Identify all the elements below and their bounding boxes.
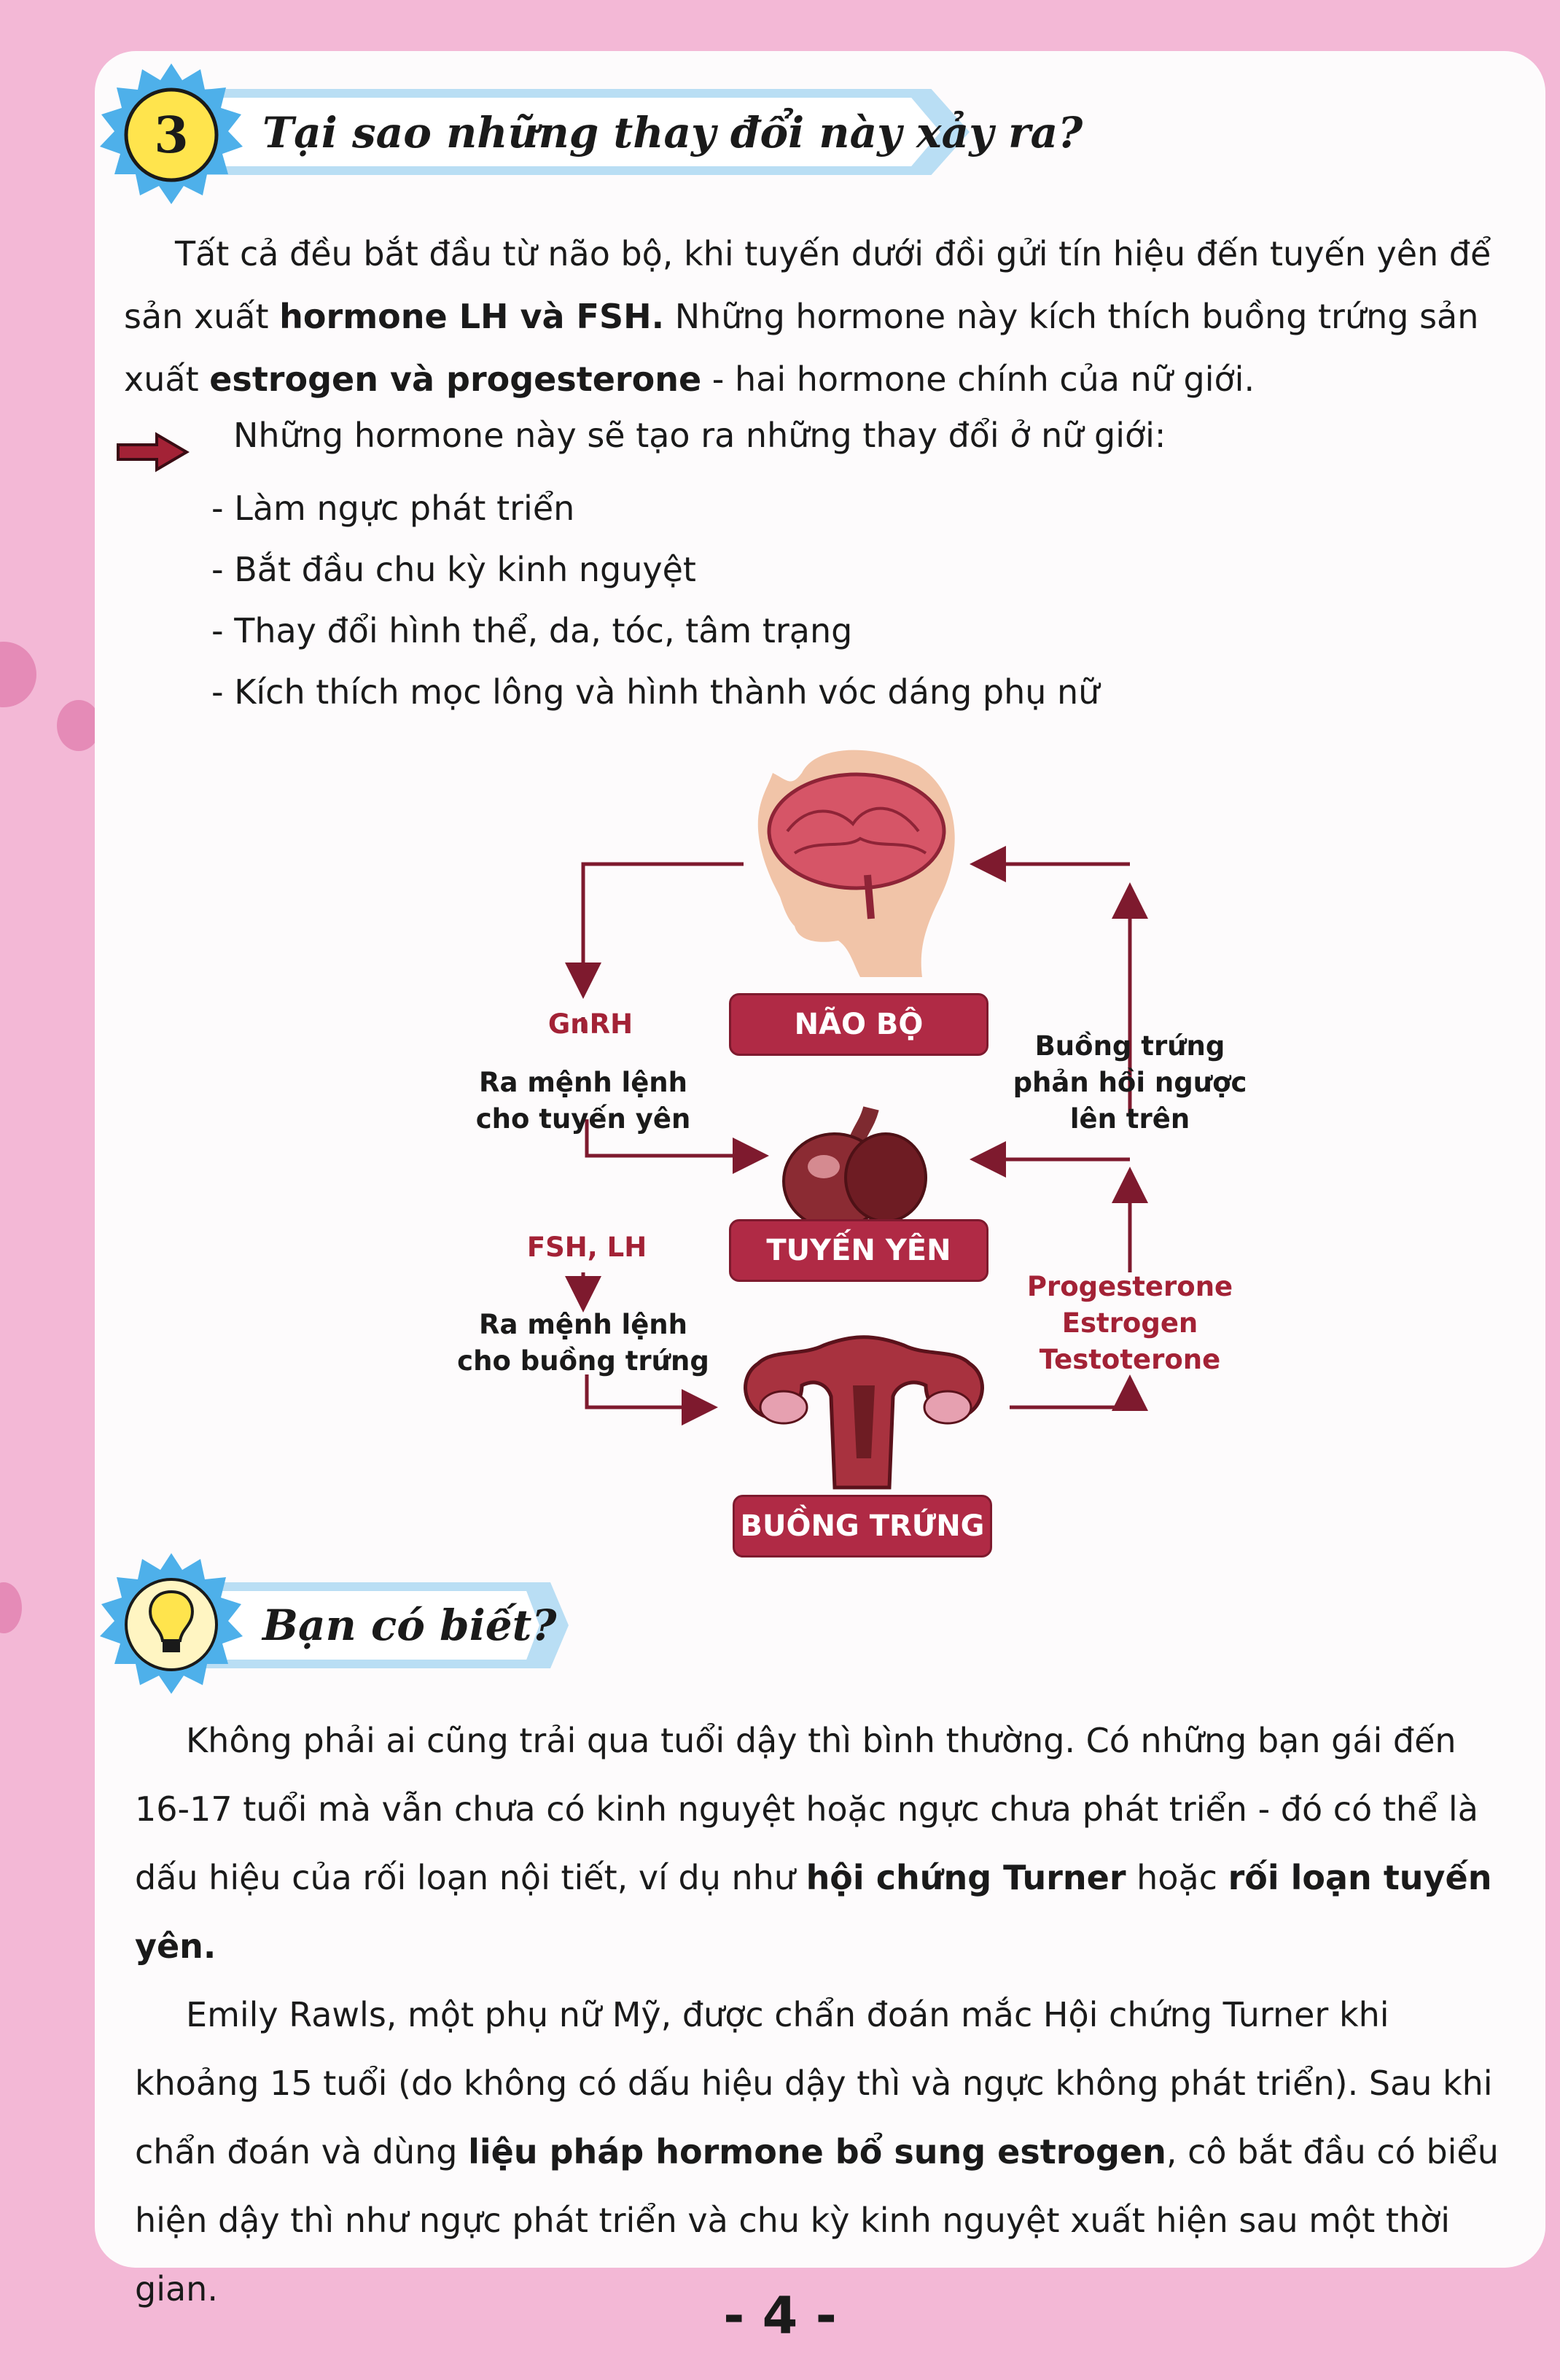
feedback-label: Buồng trứng phản hồi ngược lên trên [1013, 1030, 1247, 1135]
pituitary-plate: TUYẾN YÊN [729, 1219, 988, 1282]
ovary-hormones-label: Progesterone Estrogen Testoterone [1026, 1271, 1233, 1375]
did-you-know-title: Bạn có biết? [262, 1601, 557, 1650]
did-you-know-paragraph: Không phải ai cũng trải qua tuổi dậy thì bình thường. Có những bạn gái đến 16-17 tuổi mà vẫn chưa có kinh nguyệt hoặc ngực chưa phát triển - đó có thể là dấu hiệu của rối loạn nội tiết, ví dụ như hội chứng Turner hoặc rối loạn tuyến yên. Emily Rawls, một phụ nữ Mỹ, được chẩn đoán mắc Hội chứng Turner khi khoảng 15 tuổi (do không có dấu hiệu dậy thì và ngực không phát triển). Sau khi chẩn đoán và dùng liệu pháp hormone bổ sung estrogen, cô bắt đầu có biểu hiện dậy thì như ngực phát triển và chu kỳ kinh nguyệt xuất hiện sau một thời gian. [135, 1721, 1499, 2309]
brain-plate: NÃO BỘ [729, 993, 988, 1056]
uterus-illustration [746, 1337, 983, 1488]
badge-number: 3 [154, 106, 189, 165]
gnrh-label: GnRH [547, 1008, 633, 1040]
fsh-lh-label: FSH, LH [526, 1232, 647, 1263]
head-illustration [758, 750, 955, 977]
section-title: Tại sao những thay đổi này xảy ra? [262, 108, 1083, 158]
arrow-feedback-up [1010, 1382, 1130, 1407]
intro-paragraph: Tất cả đều bắt đầu từ não bộ, khi tuyến dưới đồi gửi tín hiệu đến tuyến yên để sản xuất hormone LH và FSH. Những hormone này kích thích buồng trứng sản xuất estrogen và progesterone - hai hormone chính của nữ giới. [124, 234, 1491, 399]
ovary-plate: BUỒNG TRỨNG [733, 1495, 992, 1558]
list-item: - Làm ngực phát triển [211, 489, 575, 528]
arrow-brain-down [583, 864, 744, 992]
list-item: - Kích thích mọc lông và hình thành vóc dáng phụ nữ [211, 672, 1100, 712]
list-item: - Thay đổi hình thể, da, tóc, tâm trạng [211, 611, 853, 650]
did-you-know-badge [98, 1552, 244, 1698]
list-item: - Bắt đầu chu kỳ kinh nguyệt [211, 550, 696, 589]
page-number: - 4 - [723, 2286, 837, 2346]
ovary-command-label: Ra mệnh lệnh cho buồng trứng [457, 1309, 709, 1377]
pituitary-illustration [784, 1108, 926, 1229]
lead-sentence: Những hormone này sẽ tạo ra những thay đổi ở nữ giới: [233, 416, 1166, 455]
pituitary-command-label: Ra mệnh lệnh cho tuyến yên [475, 1067, 691, 1135]
